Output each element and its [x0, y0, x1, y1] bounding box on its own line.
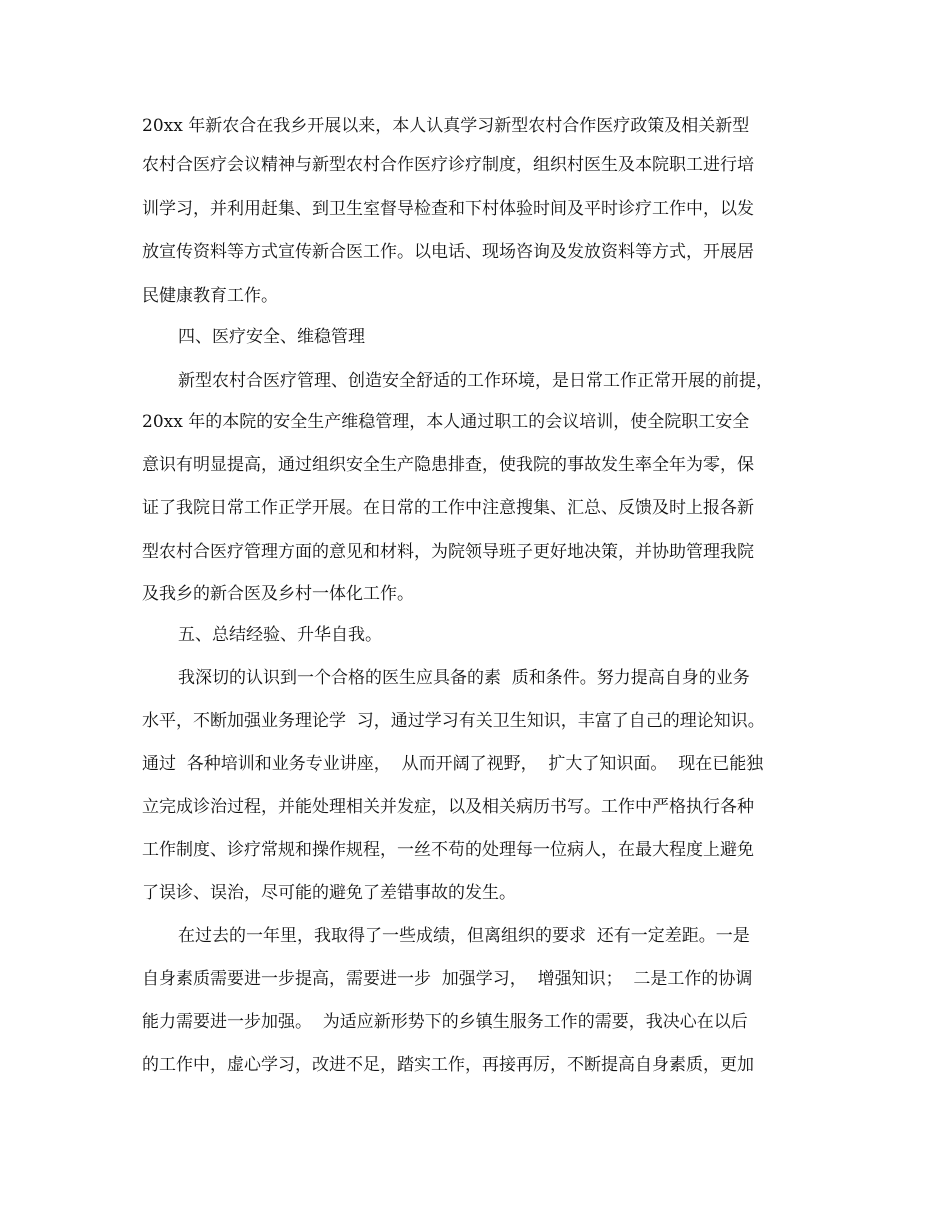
paragraph-line: 了误诊、误治，尽可能的避免了差错事故的发生。 — [142, 883, 516, 903]
paragraph-line: 能力需要进一步加强。 为适应新形势下的乡镇生服务工作的需要，我决心在以后 — [142, 1012, 748, 1032]
paragraph-line: 我深切的认识到一个合格的医生应具备的素 质和条件。努力提高自身的业务 — [178, 668, 750, 688]
paragraph-line: 水平，不断加强业务理论学 习，通过学习有关卫生知识，丰富了自己的理论知识。 — [142, 711, 765, 731]
paragraph-line: 放宣传资料等方式宣传新合医工作。以电话、现场咨询及发放资料等方式，开展居 — [142, 242, 754, 262]
section-heading: 四、医疗安全、维稳管理 — [178, 327, 365, 347]
paragraph-line: 证了我院日常工作正学开展。在日常的工作中注意搜集、汇总、反馈及时上报各新 — [142, 498, 754, 518]
section-heading: 五、总结经验、升华自我。 — [178, 625, 382, 645]
paragraph-line: 在过去的一年里，我取得了一些成绩，但离组织的要求 还有一定差距。一是 — [178, 926, 750, 946]
paragraph-line: 型农村合医疗管理方面的意见和材料，为院领导班子更好地决策，并协助管理我院 — [142, 542, 754, 562]
paragraph-line: 立完成诊治过程，并能处理相关并发症，以及相关病历书写。工作中严格执行各种 — [142, 797, 754, 817]
paragraph-line: 20xx 年新农合在我乡开展以来，本人认真学习新型农村合作医疗政策及相关新型 — [142, 116, 750, 136]
paragraph-line: 意识有明显提高，通过组织安全生产隐患排查，使我院的事故发生率全年为零，保 — [142, 455, 754, 475]
paragraph-line: 20xx 年的本院的安全生产维稳管理，本人通过职工的会议培训，使全院职工安全 — [142, 412, 750, 432]
paragraph-line: 工作制度、诊疗常规和操作规程，一丝不苟的处理每一位病人，在最大程度上避免 — [142, 840, 754, 860]
paragraph-line: 的工作中，虚心学习，改进不足，踏实工作，再接再厉，不断提高自身素质，更加 — [142, 1055, 754, 1075]
paragraph-line: 自身素质需要进一步提高，需要进一步 加强学习， 增强知识； 二是工作的协调 — [142, 969, 753, 989]
paragraph-line: 民健康教育工作。 — [142, 286, 278, 306]
paragraph-line: 及我乡的新合医及乡村一体化工作。 — [142, 584, 414, 604]
paragraph-line: 通过 各种培训和业务专业讲座， 从而开阔了视野， 扩大了知识面。 现在已能独 — [142, 754, 764, 774]
paragraph-line: 训学习，并利用赶集、到卫生室督导检查和下村体验时间及平时诊疗工作中，以发 — [142, 199, 754, 219]
paragraph-line: 新型农村合医疗管理、创造安全舒适的工作环境，是日常工作正常开展的前提， — [178, 371, 773, 391]
paragraph-line: 农村合医疗会议精神与新型农村合作医疗诊疗制度，组织村医生及本院职工进行培 — [142, 155, 754, 175]
